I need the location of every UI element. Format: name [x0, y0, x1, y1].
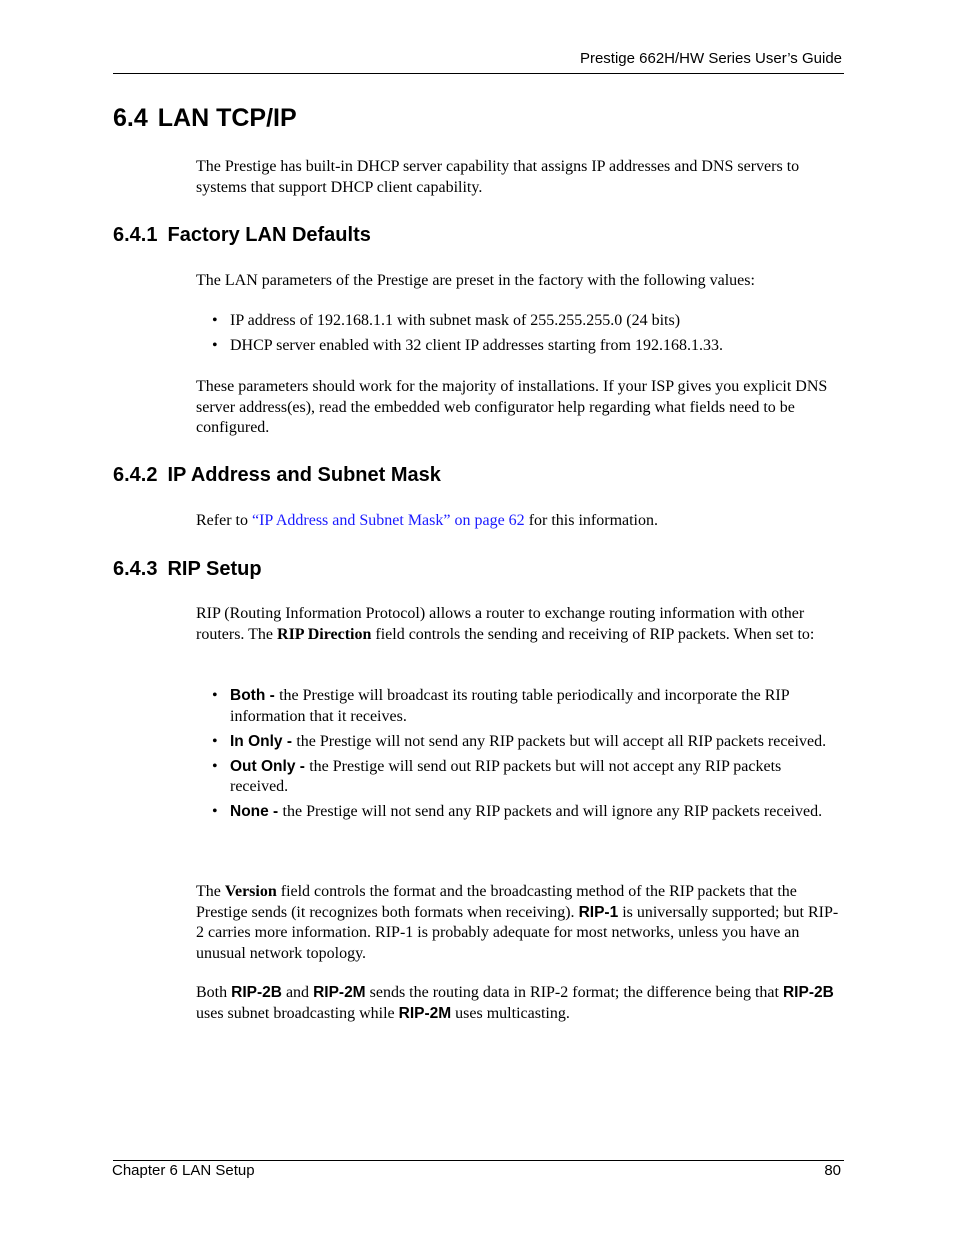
subsection-heading-factory — [113, 224, 371, 247]
header-rule — [113, 73, 844, 74]
list-item: • IP address of 192.168.1.1 with subnet mask of 255.255.255.0 (24 bits) — [212, 312, 681, 329]
rip-intro: RIP (Routing Information Protocol) allows a router to exchange routing information with other routers. The RIP Direction field controls the sending and receiving of RIP packets. When set to: — [196, 605, 815, 643]
section-title: LAN TCP/IP — [157, 104, 297, 132]
list-item: • DHCP server enabled with 32 client IP addresses starting from 192.168.1.33. — [212, 337, 723, 354]
factory-defaults-list — [196, 311, 842, 361]
section-number: 6.4 — [113, 104, 148, 132]
factory-intro: The LAN parameters of the Prestige are preset in the factory with the following values: — [196, 272, 755, 289]
list-item: • Both - the Prestige will broadcast its routing table periodically and incorporate the RIP information that it receives. — [212, 687, 790, 725]
ip-reference: Refer to “IP Address and Subnet Mask” on page 62 for this information. — [196, 512, 658, 529]
footer-rule — [113, 1160, 844, 1161]
cross-reference-link[interactable]: “IP Address and Subnet Mask” on page 62 — [251, 512, 525, 529]
section-intro: The Prestige has built-in DHCP server capability that assigns IP addresses and DNS servers to systems that support DHCP client capability. — [196, 158, 800, 196]
running-header: Prestige 662H/HW Series User’s Guide — [579, 50, 842, 67]
rip2-paragraph: Both RIP-2B and RIP-2M sends the routing data in RIP-2 format; the difference being that RIP-2B uses subnet broadcasting while RIP-2M uses multicasting. — [196, 984, 834, 1022]
subsection-number: 6.4.2 — [113, 464, 158, 486]
list-item: • Out Only - the Prestige will send out RIP packets but will not accept any RIP packets received. — [212, 757, 782, 795]
subsection-number: 6.4.1 — [113, 224, 158, 246]
factory-note: These parameters should work for the majority of installations. If your ISP gives you explicit DNS server address(es), read the embedded web configurator help regarding what fields need to be configured. — [196, 378, 828, 436]
list-item: • None - the Prestige will not send any RIP packets and will ignore any RIP packets received. — [212, 803, 823, 820]
rip-direction-list — [196, 686, 842, 827]
subsection-title: RIP Setup — [167, 558, 262, 580]
subsection-heading-rip — [113, 558, 262, 581]
section-heading — [113, 104, 297, 133]
subsection-heading-ip — [113, 464, 441, 487]
footer-chapter: Chapter 6 LAN Setup — [112, 1162, 255, 1179]
footer-page-number: 80 — [824, 1162, 841, 1179]
list-item: • In Only - the Prestige will not send any RIP packets but will accept all RIP packets received. — [212, 732, 827, 750]
subsection-number: 6.4.3 — [113, 558, 158, 580]
rip-version-paragraph: The Version field controls the format and the broadcasting method of the RIP packets that the Prestige sends (it recognizes both formats when receiving). RIP-1 is universally supported; but RIP-2 carries more information. RIP-1 is probably adequate for most networks, unless you have an unusual network topology. — [196, 883, 839, 962]
subsection-title: Factory LAN Defaults — [167, 224, 371, 246]
subsection-title: IP Address and Subnet Mask — [167, 464, 441, 486]
